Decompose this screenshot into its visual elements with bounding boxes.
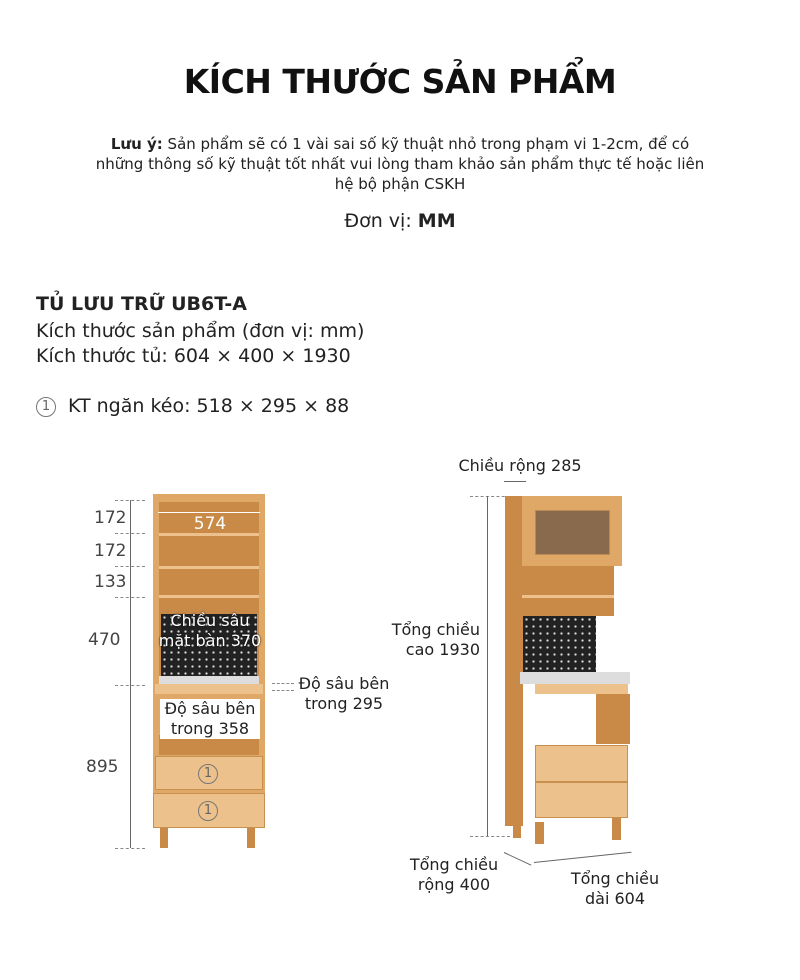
width-dimension-line bbox=[158, 512, 260, 513]
drawer-marker-icon: 1 bbox=[36, 397, 56, 417]
height-label: 172 bbox=[94, 508, 127, 528]
unit-value: MM bbox=[417, 210, 456, 232]
leg bbox=[247, 828, 255, 848]
table-depth-label: Chiều sâu mặt bàn 370 bbox=[158, 611, 262, 650]
unit bbox=[0, 210, 800, 232]
height-label: 172 bbox=[94, 541, 127, 561]
size-caption: Kích thước sản phẩm (đơn vị: mm) bbox=[36, 320, 365, 342]
leg bbox=[513, 818, 521, 838]
leg bbox=[612, 818, 621, 840]
drawer bbox=[535, 782, 628, 818]
total-length-label: Tổng chiều dài 604 bbox=[570, 869, 660, 908]
drawer-marker-icon: 1 bbox=[198, 764, 218, 784]
height-label: 470 bbox=[88, 630, 121, 650]
page-title: KÍCH THƯỚC SẢN PHẨM bbox=[183, 62, 617, 101]
inner-depth-358-label: Độ sâu bên trong 358 bbox=[160, 699, 260, 739]
side-panel bbox=[505, 496, 523, 826]
note bbox=[90, 134, 710, 194]
height-label: 133 bbox=[94, 572, 127, 592]
height-dimension-line bbox=[487, 496, 488, 836]
inner-depth-295-label: Độ sâu bên trong 295 bbox=[298, 674, 390, 713]
product-name: TỦ LƯU TRỮ UB6T-A bbox=[36, 293, 247, 315]
drawer bbox=[535, 745, 628, 782]
height-label: 895 bbox=[86, 757, 119, 777]
unit-label: Đơn vị: bbox=[344, 210, 418, 232]
total-height-label: Tổng chiều cao 1930 bbox=[391, 620, 480, 659]
total-width-label: Tổng chiều rộng 400 bbox=[409, 855, 499, 894]
height-dimension-line bbox=[130, 500, 131, 848]
pegboard bbox=[523, 616, 596, 672]
inner-width-label: 574 bbox=[193, 514, 227, 534]
drawer-marker-icon: 1 bbox=[198, 801, 218, 821]
leg bbox=[535, 822, 544, 844]
note-text: Sản phẩm sẽ có 1 vài sai số kỹ thuật nhỏ trong phạm vi 1-2cm, để có những thông số kỹ thuật tốt nhất vui lòng tham khảo sản phẩm thực tế hoặc liên hệ bộ phận CSKH bbox=[95, 135, 705, 193]
cabinet-size: Kích thước tủ: 604 × 400 × 1930 bbox=[36, 345, 351, 367]
note-label: Lưu ý: bbox=[110, 135, 163, 153]
width-285-label: Chiều rộng 285 bbox=[458, 456, 582, 475]
drawer-size: KT ngăn kéo: 518 × 295 × 88 bbox=[68, 395, 350, 417]
drawer-size-row bbox=[36, 395, 349, 417]
leg bbox=[160, 828, 168, 848]
